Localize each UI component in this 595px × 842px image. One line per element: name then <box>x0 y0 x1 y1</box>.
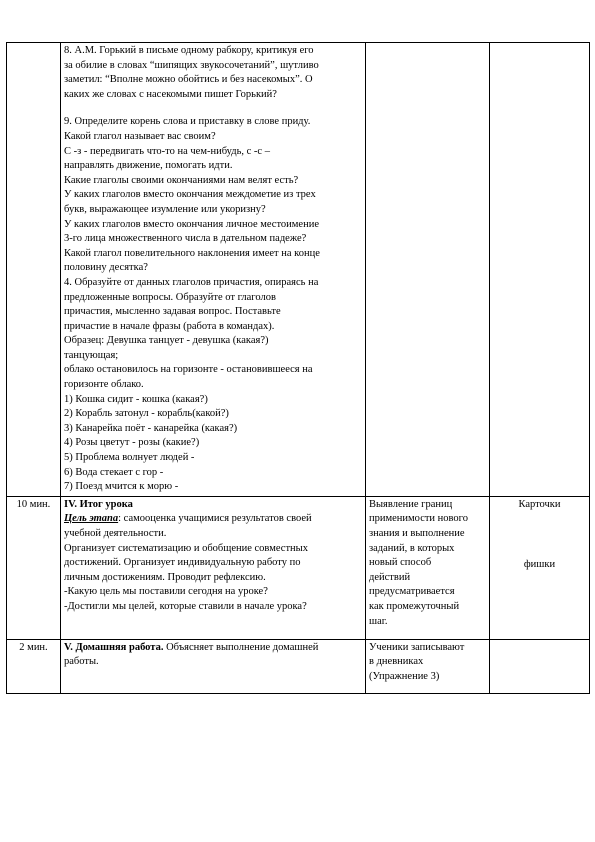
time-cell <box>7 43 61 497</box>
result-line: предусматривается <box>369 586 455 598</box>
content-line: достижений. Организует индивидуальную работу по <box>64 557 301 569</box>
content-line: 7) Поезд мчится к морю - <box>64 481 179 493</box>
content-line: Какой глагол называет вас своим? <box>64 130 216 142</box>
result-line: как промежуточный <box>369 600 460 612</box>
content-line: 3-го лица множественного числа в дательном падеже? <box>64 233 307 245</box>
content-line: причастия, мысленно задавая вопрос. Поставьте <box>64 306 281 318</box>
content-line: направлять движение, помогать идти. <box>64 160 233 172</box>
goal-text: : самооценка учащимися результатов своей <box>118 513 312 525</box>
time-cell: 2 мин. <box>7 639 61 693</box>
content-line: У каких глаголов вместо окончания междометие из трех <box>64 189 316 201</box>
stage-title: V. Домашняя работа. <box>64 641 164 653</box>
content-cell <box>61 43 366 497</box>
content-line: танцующая; <box>64 349 119 361</box>
stage-goal <box>64 512 362 527</box>
result-line: новый способ <box>369 557 432 569</box>
goal-label: Цель этапа <box>64 513 119 525</box>
content-cell <box>61 496 366 639</box>
materials-cell <box>490 639 590 693</box>
content-line: 6) Вода стекает с гор - <box>64 466 164 478</box>
content-line: облако остановилось на горизонте - остановившееся на <box>64 364 313 376</box>
table-row <box>7 43 590 497</box>
content-line: букв, выражающее изумление или укоризну? <box>64 203 266 215</box>
result-line: шаг. <box>369 615 388 627</box>
result-line: Ученики записывают <box>369 641 465 653</box>
content-line: -Какую цель мы поставили сегодня на уроке? <box>64 586 268 598</box>
result-line: заданий, в которых <box>369 542 455 554</box>
content-line: половину десятка? <box>64 262 148 274</box>
content-line: 9. Определите корень слова и приставку в слове приду. <box>64 116 311 128</box>
content-line: Образец: Девушка танцует - девушка (какая?) <box>64 335 269 347</box>
content-line: Организует систематизацию и обобщение совместных <box>64 542 308 554</box>
stage-title: IV. Итог урока <box>64 498 133 510</box>
content-line: предложенные вопросы. Образуйте от глаголов <box>64 291 276 303</box>
content-line: 5) Проблема волнует людей - <box>64 452 195 464</box>
materials-cell <box>490 43 590 497</box>
stage-description: Объясняет выполнение домашней <box>163 641 319 653</box>
content-line: Какой глагол повелительного наклонения имеет на конце <box>64 247 320 259</box>
content-line: личным достижениям. Проводит рефлексию. <box>64 571 266 583</box>
table-row <box>7 639 590 693</box>
content-cell <box>61 639 366 693</box>
content-line: горизонте облако. <box>64 379 144 391</box>
materials-cell <box>490 496 590 639</box>
content-line <box>64 102 362 115</box>
lesson-plan-table <box>6 42 590 694</box>
materials-item: фишки <box>523 559 556 571</box>
content-line: У каких глаголов вместо окончания личное местоимение <box>64 218 319 230</box>
result-line: (Упражнение 3) <box>369 671 440 682</box>
result-line: применимости нового <box>369 513 468 525</box>
content-line: 8. А.М. Горький в письме одному рабкору, критикуя его <box>64 45 314 56</box>
content-line: 4. Образуйте от данных глаголов причастия, опираясь на <box>64 276 319 288</box>
result-line: знания и выполнение <box>369 528 465 539</box>
result-cell <box>366 496 490 639</box>
materials-item: Карточки <box>518 498 561 510</box>
content-line: 4) Розы цветут - розы (какие?) <box>64 437 200 449</box>
result-cell <box>366 639 490 693</box>
result-line: Выявление границ <box>369 498 453 510</box>
content-line: работы. <box>64 656 99 668</box>
goal-line: учебной деятельности. <box>64 528 167 539</box>
content-line: за обилие в словах “шипящих звукосочетаний”, шутливо <box>64 59 319 71</box>
result-cell <box>366 43 490 497</box>
content-line: С -з - передвигать что-то на чем-нибудь, с -с – <box>64 145 270 157</box>
result-line: действий <box>369 571 411 583</box>
content-line: -Достигли мы целей, которые ставили в начале урока? <box>64 600 307 612</box>
content-line: причастие в начале фразы (работа в командах). <box>64 320 275 332</box>
content-line: Какие глаголы своими окончаниями нам велят есть? <box>64 174 299 186</box>
content-line: 2) Корабль затонул - корабль(какой?) <box>64 408 229 420</box>
table-row <box>7 496 590 639</box>
content-line: каких же словах с насекомыми пишет Горький? <box>64 88 277 100</box>
result-line: в дневниках <box>369 656 424 668</box>
content-line: 3) Канарейка поёт - канарейка (какая?) <box>64 422 238 434</box>
time-cell: 10 мин. <box>7 496 61 639</box>
content-line: заметил: “Вполне можно обойтись и без насекомых”. О <box>64 74 313 86</box>
content-line: 1) Кошка сидит - кошка (какая?) <box>64 393 208 405</box>
stage-line <box>64 641 362 656</box>
